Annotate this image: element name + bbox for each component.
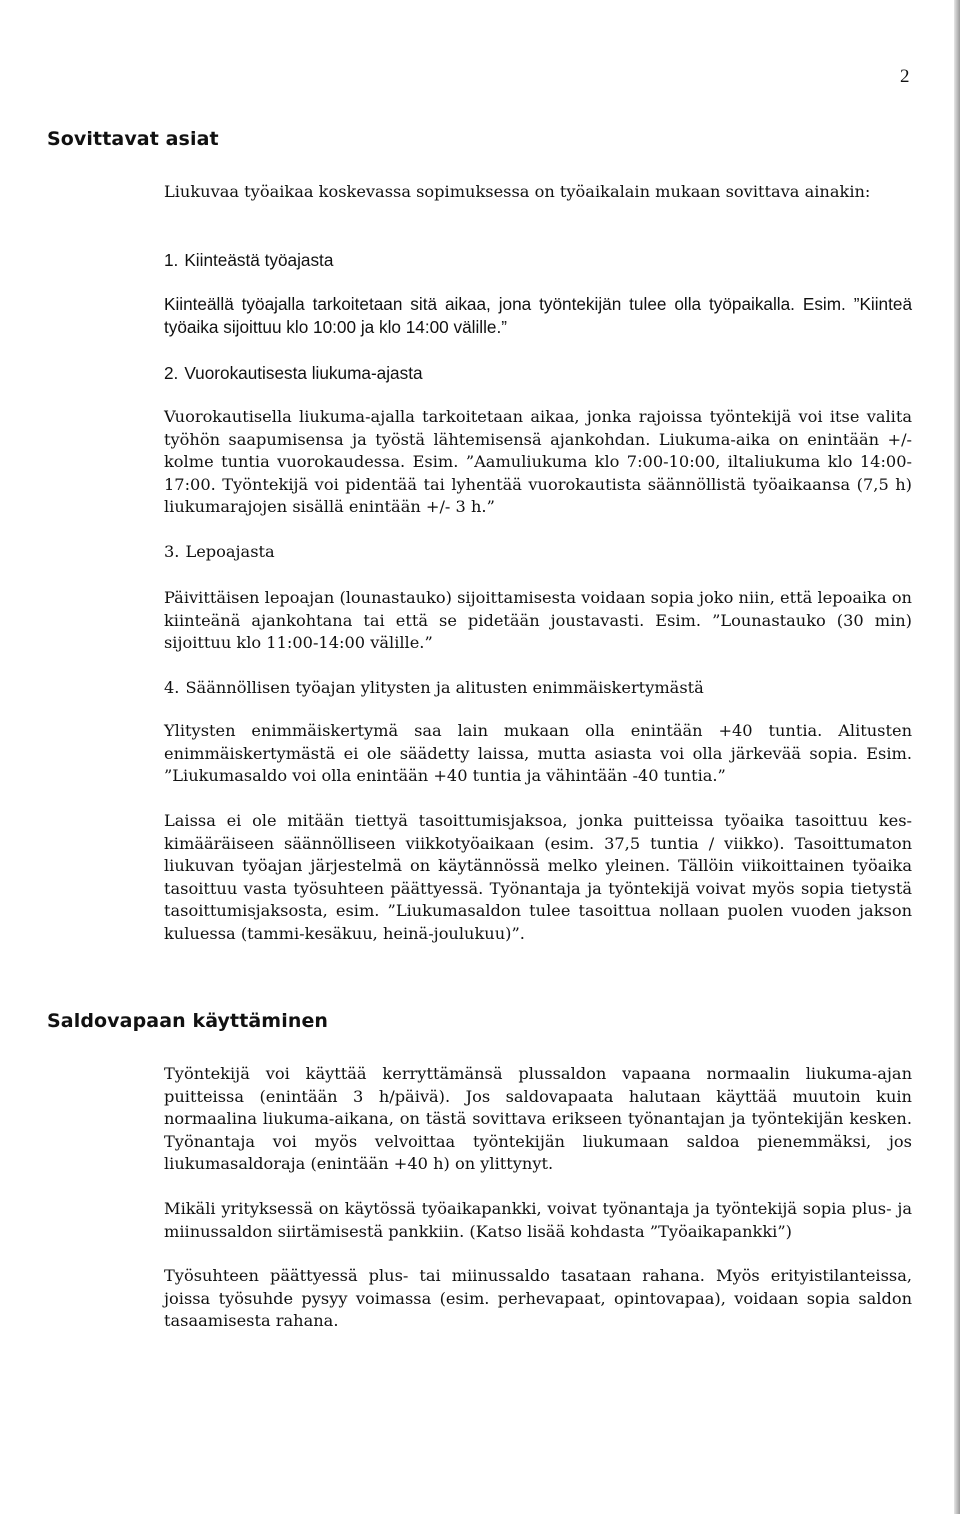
- list-item-3-number: 3.: [164, 542, 180, 561]
- saldovapaa-paragraph-2: Mikäli yrityksessä on käytössä työaikapankki, voivat työnantaja ja työntekijä sopia plus- ja miinussaldon siirtämisestä pankkiin. (Katso lisää kohdasta ”Työaikapankki”): [164, 1199, 912, 1241]
- item2-paragraph: Vuorokautisella liukuma-ajalla tarkoitetaan aikaa, jonka rajoissa työntekijä voi itse valita työhön saapumisensa ja työstä lähtemisensä ajankohdan. Liukuma-aika on enintään +/- kolme tuntia vuorokaudessa. Esim. ”Aamuliukuma klo 7:00-10:00, iltaliukuma klo 14:00-17:00. Työntekijä voi pidentää tai lyhentää vuorokautista säännöllistä työaikaansa (7,5 h) liukumarajojen sisällä enintään +/- 3 h.”: [164, 407, 912, 517]
- list-item-1-title: Kiinteästä työajasta: [184, 250, 334, 270]
- list-item-1-number: 1.: [164, 250, 179, 270]
- section-heading-sovittavat-asiat: Sovittavat asiat: [47, 128, 219, 150]
- list-item-3: [164, 541, 275, 564]
- intro-paragraph: Liukuvaa työaikaa koskevassa sopimuksessa on työaikalain mukaan sovittava ainakin:: [164, 182, 871, 201]
- saldovapaa-paragraph-1: Työntekijä voi käyttää kerryttämänsä plussaldon vapaana normaalin liukuma-ajan puitteissa (enintään 3 h/päivä). Jos saldovapaata halutaan käyttää muutoin kuin normaalina liukuma-aikana, on tästä sovittava erikseen työnantajan ja työntekijän kesken. Työnantaja voi myös velvoittaa työntekijän liukumaan saldoa pienemmäksi, jos liukumasaldoraja (enintään +40 h) on ylittynyt.: [164, 1064, 912, 1174]
- list-item-3-title: Lepoajasta: [185, 542, 275, 561]
- list-item-4-title: Säännöllisen työajan ylitysten ja alitusten enimmäiskertymästä: [185, 678, 704, 697]
- list-item-2-title: Vuorokautisesta liukuma-ajasta: [184, 363, 423, 383]
- list-item-2: [164, 362, 423, 385]
- saldovapaa-paragraph-3: Työsuhteen päättyessä plus- tai miinussaldo tasataan rahana. Myös erityistilanteissa, joissa työsuhde pysyy voimassa (esim. perhevapaat, opintovapaa), voidaan sopia saldon tasaamisesta rahana.: [164, 1266, 912, 1331]
- section-heading-saldovapaan-kayttaminen: Saldovapaan käyttäminen: [47, 1010, 329, 1032]
- list-item-4-number: 4.: [164, 678, 180, 697]
- item4-paragraph-2: Laissa ei ole mitään tiettyä tasoittumisjaksoa, jonka puitteissa työaika tasoittuu keskimääräiseen säännölliseen viikkotyöaikaan (esim. 37,5 tuntia / viikko). Tasoittumaton liukuvan työajan järjestelmä on käytännössä melko yleinen. Tällöin viikoittainen työaika tasoittuu vasta työsuhteen päättyessä. Työnantaja ja työntekijä voivat myös sopia tietystä tasoittumisjaksosta, esim. ”Liukumasaldon tulee tasoittua nollaan puolen vuoden jakson kuluessa (tammi-kesäkuu, heinä-joulukuu)”.: [164, 811, 912, 943]
- item4-paragraph: Ylitysten enimmäiskertymä saa lain mukaan olla enintään +40 tuntia. Alitusten enimmäiskertymästä ei ole säädetty laissa, mutta asiasta voi olla järkevää sopia. Esim. ”Liukumasaldo voi olla enintään +40 tuntia ja vähintään -40 tuntia.”: [164, 721, 912, 786]
- list-item-4: [164, 677, 704, 700]
- list-item-2-number: 2.: [164, 363, 179, 383]
- item1-paragraph: Kiinteällä työajalla tarkoitetaan sitä aikaa, jona työntekijän tulee olla työpaikalla. Esim. ”Kiinteä työaika sijoittuu klo 10:00 ja klo 14:00 välille.”: [164, 294, 912, 337]
- page-number: 2: [900, 66, 910, 87]
- page-edge-shadow: [954, 0, 960, 1514]
- item3-paragraph: Päivittäisen lepoajan (lounastauko) sijoittamisesta voidaan sopia joko niin, että lepoaika on kiinteänä ajankohtana tai että se pidetään joustavasti. Esim. ”Lounastauko (30 min) sijoittuu klo 11:00-14:00 välille.”: [164, 588, 912, 653]
- list-item-1: [164, 249, 333, 272]
